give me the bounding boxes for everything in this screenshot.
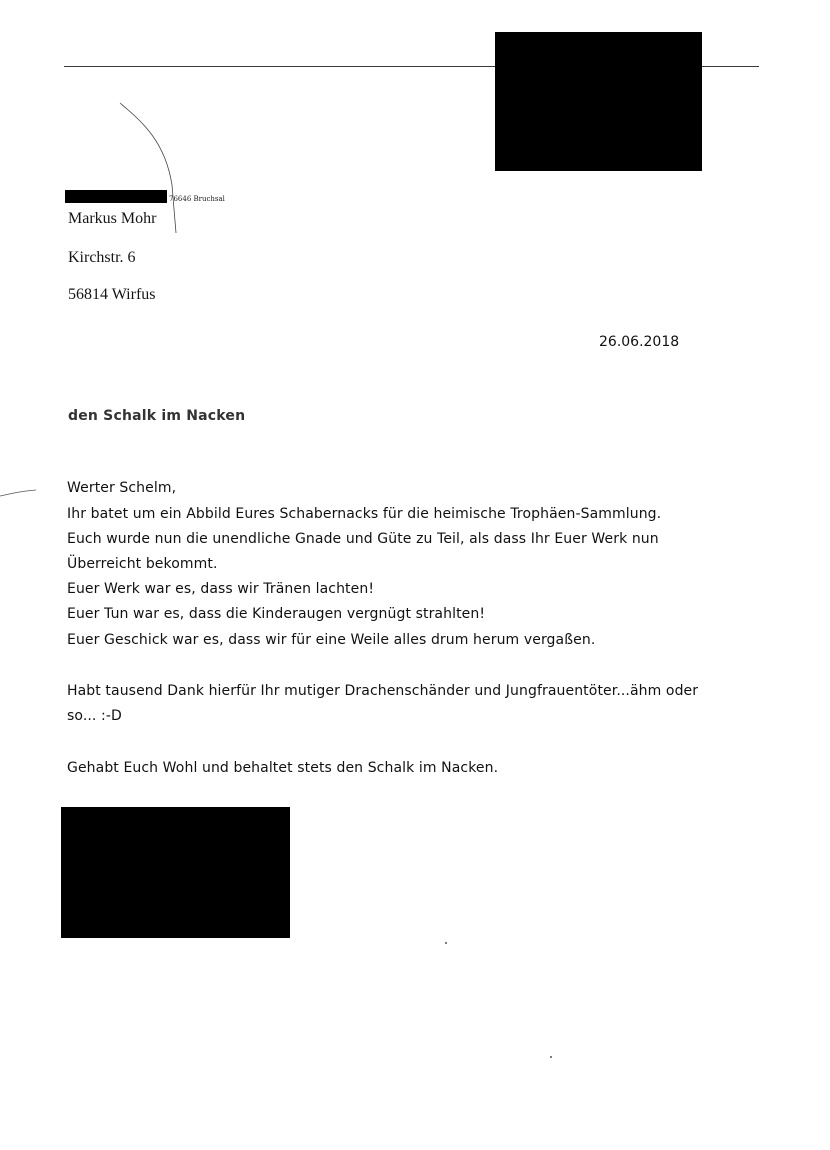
body-line: Habt tausend Dank hierfür Ihr mutiger Drachenschänder und Jungfrauentöter...ähm oder: [67, 683, 699, 699]
letter-date: 26.06.2018: [599, 334, 680, 350]
redacted-sender-name: [65, 190, 167, 203]
closing-line: Gehabt Euch Wohl und behaltet stets den Schalk im Nacken.: [67, 760, 499, 776]
body-line: so... :-D: [67, 708, 122, 724]
redacted-logo-block: [495, 32, 702, 171]
body-line: Überreicht bekommt.: [67, 556, 218, 572]
body-line: Ihr batet um ein Abbild Eures Schabernacks für die heimische Trophäen-Sammlung.: [67, 506, 662, 522]
salutation: Werter Schelm,: [67, 480, 177, 496]
letter-subject: den Schalk im Nacken: [68, 408, 246, 424]
scan-speck: [445, 942, 447, 944]
recipient-street: Kirchstr. 6: [68, 249, 136, 266]
body-line: Euer Geschick war es, dass wir für eine Weile alles drum herum vergaßen.: [67, 632, 596, 648]
body-line: Euch wurde nun die unendliche Gnade und Güte zu Teil, als dass Ihr Euer Werk nun: [67, 531, 659, 547]
recipient-name: Markus Mohr: [68, 210, 157, 227]
redacted-signature-block: [61, 807, 290, 938]
recipient-city: 56814 Wirfus: [68, 286, 156, 303]
scan-speck: [550, 1056, 552, 1058]
body-line: Euer Werk war es, dass wir Tränen lachten!: [67, 581, 375, 597]
scan-edge-mark: [0, 486, 40, 500]
sender-line: 76646 Bruchsal: [169, 195, 225, 203]
body-line: Euer Tun war es, dass die Kinderaugen vergnügt strahlten!: [67, 606, 486, 622]
